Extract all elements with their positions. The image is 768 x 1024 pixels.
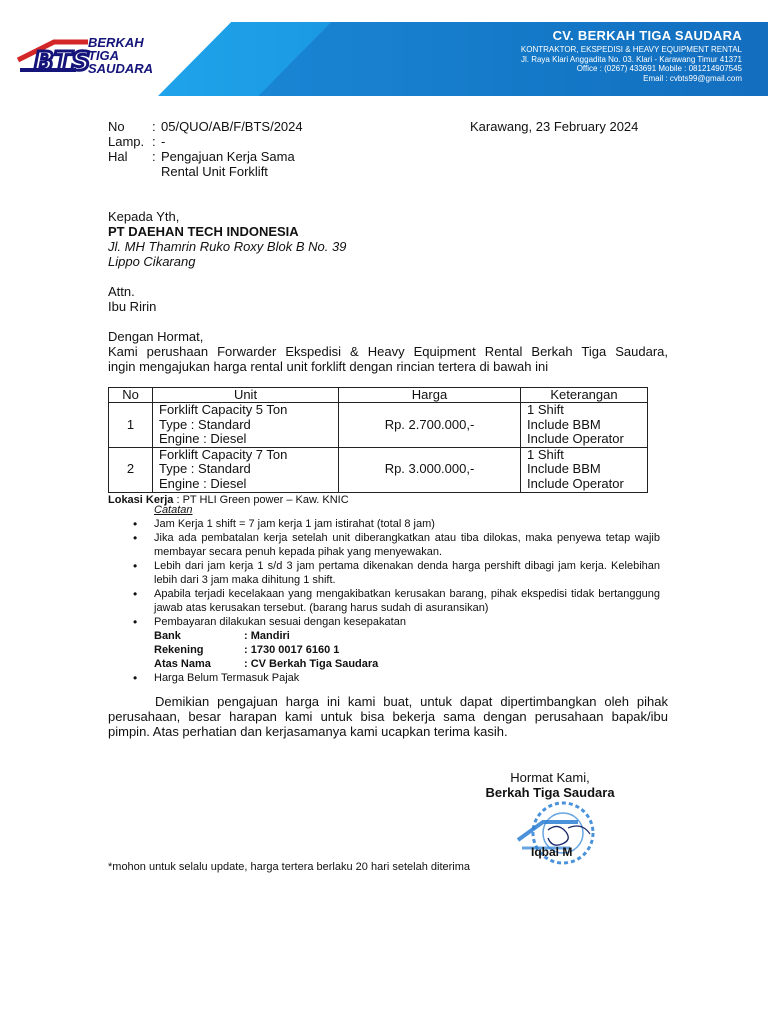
- unit-engine: Engine : Diesel: [159, 431, 247, 447]
- company-details: [521, 45, 742, 83]
- letter-body: [108, 119, 668, 508]
- atas-nama-value: : CV Berkah Tiga Saudara: [244, 658, 379, 670]
- signature-company: Berkah Tiga Saudara: [485, 785, 615, 800]
- company-tagline: KONTRAKTOR, EKSPEDISI & HEAVY EQUIPMENT RENTAL: [520, 45, 742, 54]
- row-no: 1: [109, 403, 153, 448]
- footnote: *mohon untuk selalu update, harga tertera berlaku 20 hari setelah diterima: [108, 861, 471, 873]
- meta-no-row: [108, 119, 668, 134]
- no-value: 05/QUO/AB/F/BTS/2024: [161, 119, 303, 134]
- signer-name: Iqbal M: [531, 845, 573, 859]
- lamp-label: Lamp.: [108, 134, 145, 149]
- keterangan-shift: 1 Shift: [527, 446, 564, 462]
- company-email: Email : cvbts99@gmail.com: [643, 73, 742, 83]
- recipient-address-1: Jl. MH Thamrin Ruko Roxy Blok B No. 39: [108, 239, 347, 254]
- unit-capacity: Forklift Capacity 5 Ton: [159, 402, 288, 417]
- colon: :: [152, 119, 156, 134]
- company-phone: Office : (0267) 433691 Mobile : 081214907545: [576, 64, 742, 73]
- colon: :: [152, 134, 156, 149]
- hal-value-2: Rental Unit Forklift: [161, 164, 268, 179]
- price-table: [108, 387, 648, 493]
- notes-list-tail: [130, 671, 660, 685]
- meta-hal-row-2: [108, 164, 668, 179]
- notes-section: [130, 503, 660, 685]
- row-unit: [153, 403, 339, 448]
- attn-name: Ibu Ririn: [108, 299, 157, 314]
- header-unit: Unit: [153, 388, 339, 403]
- regards: Hormat Kami,: [510, 770, 590, 785]
- unit-capacity: Forklift Capacity 7 Ton: [159, 446, 288, 462]
- row-keterangan: [521, 403, 648, 448]
- location-label: Lokasi Kerja: [108, 493, 174, 506]
- row-harga: Rp. 3.000.000,-: [339, 447, 521, 492]
- row-unit: [153, 447, 339, 492]
- row-keterangan: [521, 447, 648, 492]
- unit-engine: Engine : Diesel: [159, 475, 247, 491]
- list-item: • Jam Kerja 1 shift = 7 jam kerja 1 jam istirahat (total 8 jam): [130, 517, 660, 531]
- list-item: • Harga Belum Termasuk Pajak: [130, 671, 660, 685]
- notes-title: Catatan: [154, 504, 193, 516]
- location-value: : PT HLI Green power – Kaw. KNIC: [176, 493, 349, 506]
- atas-nama-label: Atas Nama: [154, 658, 211, 670]
- colon: :: [152, 149, 156, 164]
- rekening-row: [130, 643, 660, 657]
- no-label: No: [108, 119, 125, 134]
- logo-word-2: TIGA: [88, 48, 120, 63]
- header-no: No: [109, 388, 153, 403]
- signature-block: [460, 770, 640, 800]
- unit-type: Type : Standard: [159, 461, 251, 477]
- letterhead: [0, 0, 768, 100]
- logo-word-3: SAUDARA: [88, 61, 153, 76]
- keterangan-operator: Include Operator: [527, 431, 624, 447]
- company-name: CV. BERKAH TIGA SAUDARA: [552, 28, 742, 43]
- hal-value: Pengajuan Kerja Sama: [161, 149, 295, 164]
- rekening-value: : 1730 0017 6160 1: [244, 644, 340, 656]
- closing-paragraph: Demikian pengajuan harga ini kami buat, untuk dapat dipertimbangkan oleh pihak perusahaan, besar harapan kami untuk bisa bekerja sama dengan perusahaan bapak/ibu pimpin. Atas perhatian dan kerjasamanya kami ucapkan terima kasih.: [108, 694, 668, 739]
- meta-lamp-row: [108, 134, 668, 149]
- header-harga: Harga: [339, 388, 521, 403]
- bank-value: : Mandiri: [244, 630, 290, 642]
- recipient-address-2: Lippo Cikarang: [108, 254, 196, 269]
- row-harga: Rp. 2.700.000,-: [339, 403, 521, 448]
- logo-wordmark: [88, 36, 153, 75]
- keterangan-operator: Include Operator: [527, 475, 624, 491]
- bank-label: Bank: [154, 630, 181, 642]
- header-keterangan: Keterangan: [521, 388, 648, 403]
- company-address: Jl. Raya Klari Anggadita No. 03. Klari - Karawang Timur 41371: [520, 54, 742, 64]
- rekening-label: Rekening: [154, 644, 204, 656]
- logo-word-1: BERKAH: [88, 35, 144, 50]
- table-row: [109, 403, 648, 448]
- keterangan-bbm: Include BBM: [527, 416, 601, 432]
- lamp-value: -: [161, 134, 166, 149]
- logo-mark: BTS: [34, 47, 91, 77]
- atas-nama-row: [130, 657, 660, 671]
- list-item: • Jika ada pembatalan kerja setelah unit diberangkatkan atau tiba dilokas, maka penyewa tetap wajib membayar secara penuh kepada pihak yang menyewakan.: [130, 531, 660, 559]
- table-header-row: [109, 388, 648, 403]
- keterangan-bbm: Include BBM: [527, 461, 601, 477]
- hal-label: Hal: [108, 149, 128, 164]
- intro-line-1: Kami perushaan Forwarder Ekspedisi & Heavy Equipment Rental Berkah Tiga Saudara,: [108, 344, 668, 359]
- unit-type: Type : Standard: [159, 416, 251, 432]
- letter-date: Karawang, 23 February 2024: [470, 119, 639, 134]
- recipient-greeting: Kepada Yth,: [108, 209, 180, 224]
- intro-line-2: ingin mengajukan harga rental unit forklift dengan rincian tertera di bawah ini: [108, 359, 549, 374]
- list-item: • Pembayaran dilakukan sesuai dengan kesepakatan: [130, 615, 660, 629]
- row-no: 2: [109, 447, 153, 492]
- recipient-company: PT DAEHAN TECH INDONESIA: [108, 224, 299, 239]
- list-item: • Apabila terjadi kecelakaan yang mengakibatkan kerusakan barang, pihak ekspedisi tidak bertanggung jawab atas kerusakan tersebut. (barang harus sudah di asuransikan): [130, 587, 660, 615]
- salutation: Dengan Hormat,: [108, 329, 204, 344]
- notes-list: [130, 517, 660, 629]
- list-item: • Lebih dari jam kerja 1 s/d 3 jam pertama dikenakan denda harga pershift dibagi jam kerja. Kelebihan lebih dari 3 jam maka dihitung 1 shift.: [130, 559, 660, 587]
- bank-row: [130, 629, 660, 643]
- attn-label: Attn.: [108, 284, 135, 299]
- keterangan-shift: 1 Shift: [527, 402, 564, 417]
- table-row: [109, 447, 648, 492]
- meta-hal-row: [108, 149, 668, 164]
